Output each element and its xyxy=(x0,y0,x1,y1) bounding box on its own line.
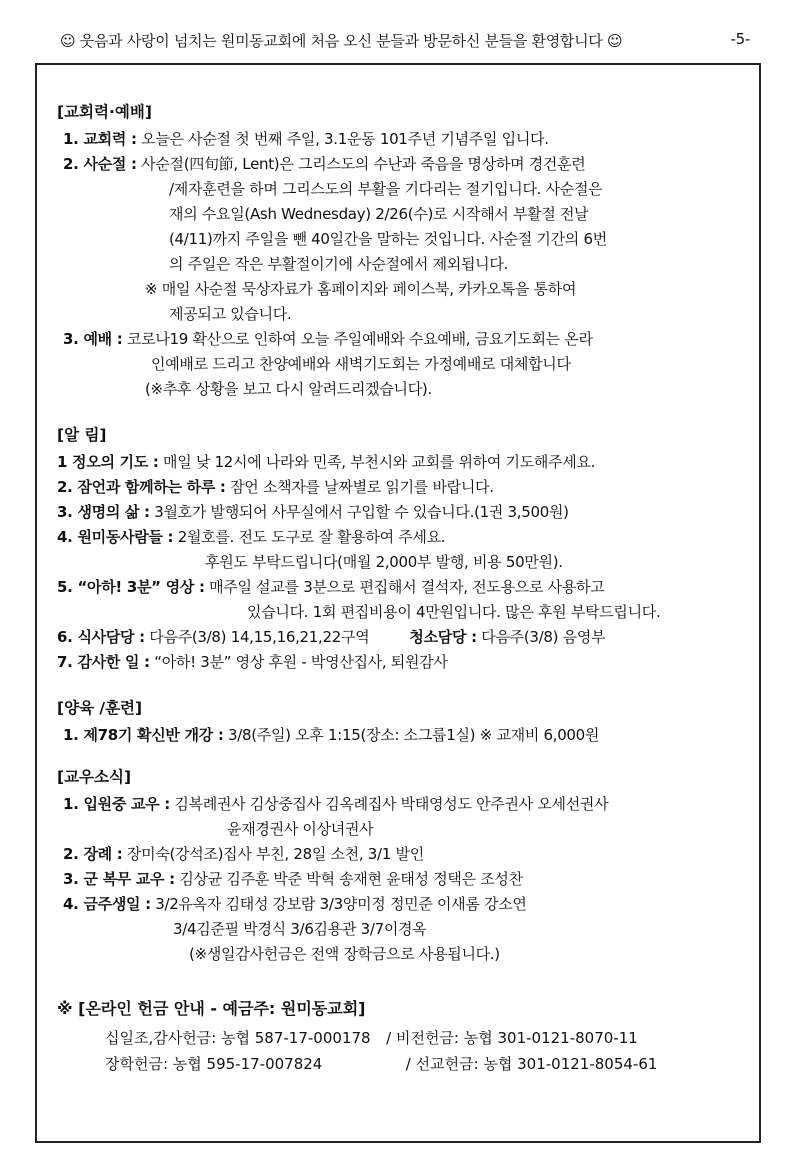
note: ※ 매일 사순절 묵상자료가 홈페이지와 페이스북, 카카오톡을 통하여 xyxy=(145,280,577,298)
page-number: -5- xyxy=(730,30,750,48)
bank-row: 십일조,감사헌금: 농협 587-17-000178 / 비전헌금: 농협 301-0121-8070-11 xyxy=(105,1029,638,1047)
section-title-notices: [알 림] xyxy=(57,426,107,444)
bulletin-content xyxy=(57,101,747,1077)
list-item-cont: 재의 수요일(Ash Wednesday) 2/26(수)로 시작해서 부활절 전날 xyxy=(169,205,589,223)
section-title-worship: [교회력·예배] xyxy=(57,103,152,121)
list-item-cont: (※생일감사헌금은 전액 장학금으로 사용됩니다.) xyxy=(189,945,500,963)
welcome-text: ☺ 웃음과 사랑이 넘치는 원미동교회에 처음 오신 분들과 방문하신 분들을 환영합니다 ☺ xyxy=(60,32,623,50)
list-item-cont: (※추후 상황을 보고 다시 알려드리겠습니다). xyxy=(145,380,432,398)
list-item: 1. 교회력 : 오늘은 사순절 첫 번째 주일, 3.1운동 101주년 기념주일 입니다. xyxy=(63,130,549,148)
note-cont: 제공되고 있습니다. xyxy=(169,305,292,323)
list-item: 5. “아하! 3분” 영상 : 매주일 설교를 3분으로 편집해서 결석자, 전도용으로 사용하고 xyxy=(57,578,605,596)
list-item-cont: 의 주일은 작은 부활절이기에 사순절에서 제외됩니다. xyxy=(169,255,508,273)
list-item-cont: 후원도 부탁드립니다(매월 2,000부 발행, 비용 50만원). xyxy=(205,553,563,571)
list-item: 2. 사순절 : 사순절(四旬節, Lent)은 그리스도의 수난과 죽음을 명상하며 경건훈련 xyxy=(63,155,586,173)
list-item: 3. 군 복무 교우 : 김상균 김주훈 박준 박혁 송재현 윤태성 정택은 조성찬 xyxy=(63,870,523,888)
list-item: 4. 금주생일 : 3/2유옥자 김태성 강보람 3/3양미정 정민준 이새롬 강소연 xyxy=(63,895,527,913)
list-item: 1. 입원중 교우 : 김복례권사 김상중집사 김옥례집사 박태영성도 안주권사 오세선권사 xyxy=(63,795,609,813)
list-item-cont: 3/4김준필 박경식 3/6김용관 3/7이경옥 xyxy=(173,920,427,938)
section-title-members: [교우소식] xyxy=(57,768,132,786)
list-item: 7. 감사한 일 : “아하! 3분” 영상 후원 - 박영산집사, 퇴원감사 xyxy=(57,653,448,671)
list-item-cont: 인예배로 드리고 찬양예배와 새벽기도회는 가정예배로 대체합니다 xyxy=(151,355,571,373)
list-item: 6. 식사담당 : 다음주(3/8) 14,15,16,21,22구역 청소담당 : 다음주(3/8) 음영부 xyxy=(57,628,606,646)
list-item: 4. 원미동사람들 : 2월호를. 전도 도구로 잘 활용하여 주세요. xyxy=(57,528,446,546)
list-item: 2. 장례 : 장미숙(강석조)집사 부친, 28일 소천, 3/1 발인 xyxy=(63,845,424,863)
list-item-cont: 윤재경권사 이상녀권사 xyxy=(227,820,374,838)
list-item-cont: 있습니다. 1회 편집비용이 4만원입니다. 많은 후원 부탁드립니다. xyxy=(247,603,661,621)
list-item: 2. 잠언과 함께하는 하루 : 잠언 소책자를 날짜별로 읽기를 바랍니다. xyxy=(57,478,494,496)
list-item: 1 정오의 기도 : 매일 낮 12시에 나라와 민족, 부천시와 교회를 위하여 기도해주세요. xyxy=(57,453,596,471)
list-item: 3. 예배 : 코로나19 확산으로 인하여 오늘 주일예배와 수요예배, 금요기도회는 온라 xyxy=(63,330,593,348)
page-header xyxy=(60,30,750,51)
list-item-cont: (4/11)까지 주일을 뺀 40일간을 말하는 것입니다. 사순절 기간의 6번 xyxy=(169,230,607,248)
online-offering-title: ※ [온라인 헌금 안내 - 예금주: 원미동교회] xyxy=(57,999,366,1018)
list-item: 3. 생명의 삶 : 3월호가 발행되어 사무실에서 구입할 수 있습니다.(1권 3,500원) xyxy=(57,503,569,521)
bulletin-frame xyxy=(35,63,761,1143)
section-title-training: [양육 /훈련] xyxy=(57,699,143,717)
bank-row: 장학헌금: 농협 595-17-007824 / 선교헌금: 농협 301-0121-8054-61 xyxy=(105,1055,658,1073)
list-item: 1. 제78기 확신반 개강 : 3/8(주일) 오후 1:15(장소: 소그룹1실) ※ 교재비 6,000원 xyxy=(63,726,600,744)
list-item-cont: /제자훈련을 하며 그리스도의 부활을 기다리는 절기입니다. 사순절은 xyxy=(169,180,603,198)
